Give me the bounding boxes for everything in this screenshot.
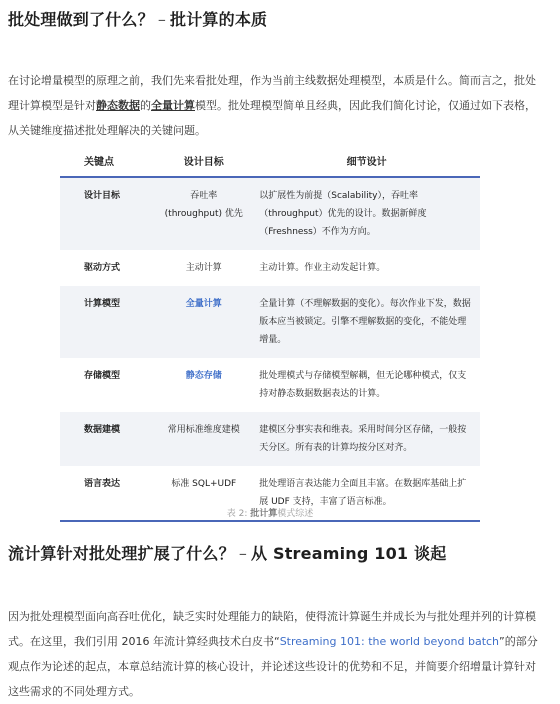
heading-dash: – xyxy=(157,10,167,29)
heading-subtitle: 从 Streaming 101 谈起 xyxy=(251,544,447,563)
row-detail: 批处理模式与存储模型解耦，但无论哪种模式，仅支持对静态数据数据表达的计算。 xyxy=(259,371,467,399)
column-header: 关键点 xyxy=(60,148,154,177)
row-key: 语言表达 xyxy=(60,466,154,521)
table-header-row xyxy=(60,148,480,177)
row-goal: 全量计算 xyxy=(154,286,253,358)
table-row xyxy=(60,358,480,412)
column-header: 细节设计 xyxy=(253,148,480,177)
row-goal: 常用标准维度建模 xyxy=(154,412,253,466)
row-detail: 以扩展性为前提（Scalability），吞吐率（throughput）优先的设计。数据新鲜度（Freshness）不作为方向。 xyxy=(253,177,480,250)
row-key: 计算模型 xyxy=(60,286,154,358)
emphasis-full-computation: 全量计算 xyxy=(151,99,195,112)
table-row xyxy=(60,250,480,286)
paragraph-text: 模型。批处理模型简单且经典，因此我们简化讨论，仅通过如下表格，从关键维度描述批处理解决的关键问题。 xyxy=(8,99,536,137)
paragraph-text: ”的部分观点作为论述的起点，本章总结流计算的核心设计，并论述这些设计的优势和不足，并简要介绍增量计算针对这些需求的不同处理方式。 xyxy=(8,635,538,698)
paragraph-text: 在讨论增量模型的原理之前，我们先来看批处理，作为当前主线数据处理模型，本质是什么。简而言之，批处理计算模型是针对 xyxy=(8,74,536,112)
row-goal: 主动计算 xyxy=(185,263,222,273)
row-goal: 吞吐率 (throughput) 优先 xyxy=(154,177,253,250)
streaming-paragraph xyxy=(8,604,540,704)
row-key: 设计目标 xyxy=(60,177,154,250)
whitepaper-link[interactable]: Streaming 101: the world beyond batch xyxy=(279,635,500,648)
batch-table xyxy=(60,148,480,522)
row-detail: 全量计算（不理解数据的变化）。每次作业下发，数据版本应当被锁定。引擎不理解数据的变化，不能处理增量。 xyxy=(253,286,480,358)
caption-suffix: 模式综述 xyxy=(277,509,314,519)
table-caption xyxy=(60,506,480,519)
heading-dash: – xyxy=(238,544,248,563)
intro-paragraph xyxy=(8,68,540,143)
row-detail: 主动计算。作业主动发起计算。 xyxy=(259,263,386,273)
caption-prefix: 表 2: xyxy=(226,509,248,519)
table-row xyxy=(60,177,480,250)
section-heading xyxy=(8,543,446,565)
emphasis-static-data: 静态数据 xyxy=(96,99,140,112)
row-goal: 标准 SQL+UDF xyxy=(154,466,253,521)
heading-title: 批处理做到了什么？ xyxy=(8,10,154,29)
section-heading xyxy=(8,9,267,31)
row-key: 驱动方式 xyxy=(84,263,121,273)
table-row xyxy=(60,412,480,466)
column-header: 设计目标 xyxy=(154,148,253,177)
paragraph-text: 因为批处理模型面向高吞吐优化，缺乏实时处理能力的缺陷，使得流计算诞生并成长为与批处理并列的计算模式。在这里，我们引用 2016 年流计算经典技术白皮书“ xyxy=(8,610,536,648)
table-row xyxy=(60,286,480,358)
heading-subtitle: 批计算的本质 xyxy=(170,10,268,29)
row-detail: 建模区分事实表和维表。采用时间分区存储，一般按天分区。所有表的计算均按分区对齐。 xyxy=(253,412,480,466)
row-key: 存储模型 xyxy=(84,371,121,381)
heading-title: 流计算针对批处理扩展了什么？ xyxy=(8,544,235,563)
paragraph-text: 的 xyxy=(140,99,151,112)
row-detail: 批处理语言表达能力全面且丰富。在数据库基础上扩展 UDF 支持，丰富了语言标准。 xyxy=(253,466,480,521)
caption-bold: 批计算 xyxy=(250,509,278,519)
row-goal: 静态存储 xyxy=(185,371,222,381)
row-key: 数据建模 xyxy=(60,412,154,466)
